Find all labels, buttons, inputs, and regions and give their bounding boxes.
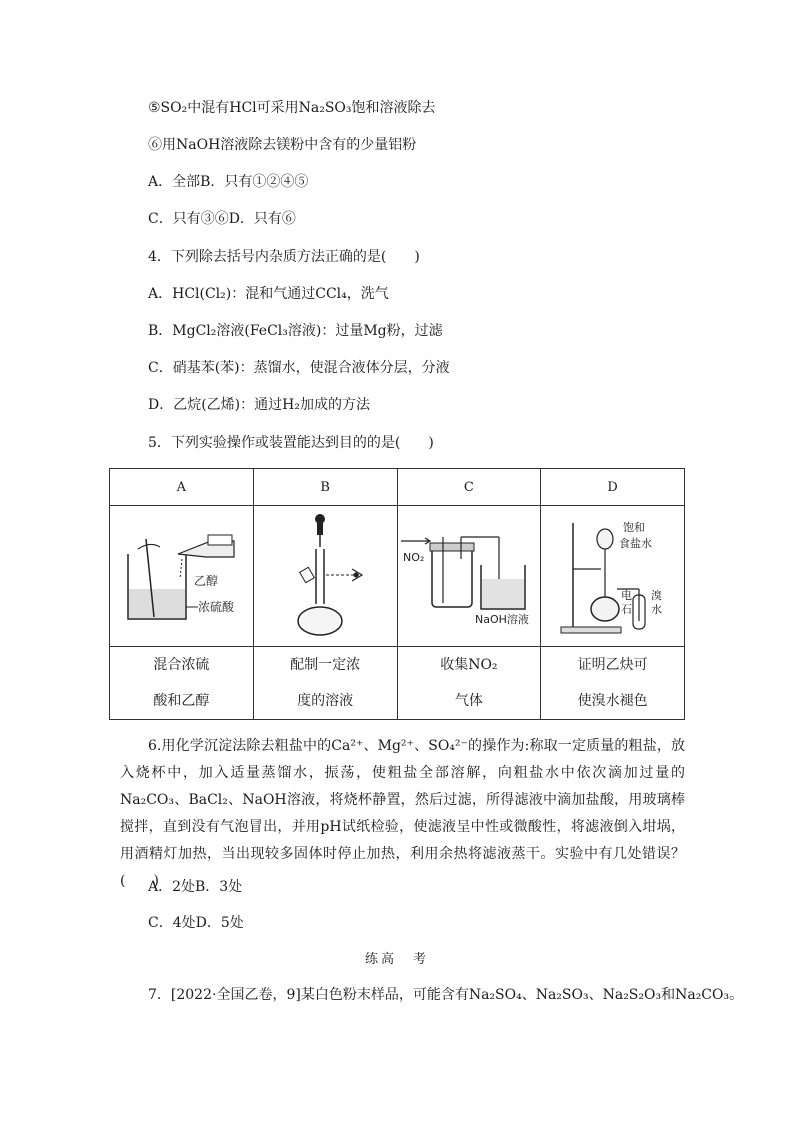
label-bromine-1: 溴 (650, 589, 662, 602)
label-no2: NO₂ (402, 551, 425, 564)
caption-c-line2: 气体 (454, 693, 483, 709)
header-b: B (253, 469, 397, 506)
caption-b-line1: 配制一定浓 (290, 657, 361, 673)
q6-options-cd: C．4处D．5处 (148, 915, 244, 931)
caption-d-line1: 证明乙炔可 (577, 657, 648, 673)
q4-option-d: D．乙烷(乙烯)：通过H₂加成的方法 (148, 397, 370, 413)
question-5: 5．下列实验操作或装置能达到目的的是( ) (148, 435, 434, 451)
header-a: A (110, 469, 254, 506)
caption-d-line2: 使溴水褪色 (577, 693, 648, 709)
caption-b-line2: 度的溶液 (297, 693, 354, 709)
label-ethanol: 乙醇 (194, 574, 219, 588)
label-saturated: 饱和 (622, 521, 645, 534)
item-6: ⑥用NaOH溶液除去镁粉中含有的少量铝粉 (148, 137, 417, 153)
q3-options-cd: C．只有③⑥D．只有⑥ (148, 211, 296, 227)
gas-collection-diagram (399, 519, 539, 629)
q4-option-a: A．HCl(Cl₂)：混和气通过CCl₄，洗气 (148, 286, 389, 302)
caption-a-line2: 酸和乙醇 (153, 693, 210, 709)
caption-a-line1: 混合浓硫 (153, 657, 210, 673)
question-4: 4．下列除去括号内杂质方法正确的是( ) (148, 249, 420, 265)
volumetric-flask-diagram (260, 509, 390, 639)
q5-options-table (109, 468, 685, 720)
apparatus-c (397, 506, 541, 647)
apparatus-d (541, 506, 685, 647)
label-sulfuric-acid: 浓硫酸 (198, 600, 235, 614)
header-d: D (541, 469, 685, 506)
header-c: C (397, 469, 541, 506)
label-calcium-carbide-2: 石 (620, 603, 632, 616)
caption-a (110, 647, 254, 720)
question-6: 6.用化学沉淀法除去粗盐中的Ca²⁺、Mg²⁺、SO₄²⁻的操作为:称取一定质量的粗盐，放入烧杯中，加入适量蒸馏水，振荡，使粗盐全部溶解，向粗盐水中依次滴加过量的Na₂CO₃、BaCl₂、NaOH溶液，将烧杯静置，然后过滤，所得滤液中滴加盐酸，用玻璃棒搅拌，直到没有气泡冒出，并用pH试纸检验，使滤液呈中性或微酸性，将滤液倒入坩埚，用酒精灯加热，当出现较多固体时停止加热，利用余热将滤液蒸干。实验中有几处错误？( ) (120, 738, 685, 889)
question-7: 7．[2022·全国乙卷，9]某白色粉末样品，可能含有Na₂SO₄、Na₂SO₃、Na₂S₂O₃和Na₂CO₃。 (148, 987, 744, 1003)
label-calcium-carbide-1: 电 (620, 589, 632, 602)
label-bromine-2: 水 (650, 603, 662, 616)
q6-options-ab: A．2处B．3处 (148, 879, 243, 895)
caption-c-line1: 收集NO₂ (440, 657, 498, 673)
section-heading: 练高 考 (364, 952, 429, 967)
q4-option-c: C．硝基苯(苯)：蒸馏水，使混合液体分层，分液 (148, 360, 450, 376)
item-5: ⑤SO₂中混有HCl可采用Na₂SO₃饱和溶液除去 (148, 100, 436, 116)
acetylene-test-diagram (543, 509, 683, 639)
q4-option-b: B．MgCl₂溶液(FeCl₃溶液)：过量Mg粉，过滤 (148, 323, 443, 339)
caption-b (253, 647, 397, 720)
q3-options-ab: A．全部B．只有①②④⑤ (148, 174, 309, 190)
label-brine: 食盐水 (618, 537, 652, 550)
apparatus-a (110, 506, 254, 647)
beaker-mixing-diagram (116, 519, 246, 629)
caption-d (541, 647, 685, 720)
caption-c (397, 647, 541, 720)
label-naoh: NaOH溶液 (474, 613, 529, 626)
apparatus-b (253, 506, 397, 647)
